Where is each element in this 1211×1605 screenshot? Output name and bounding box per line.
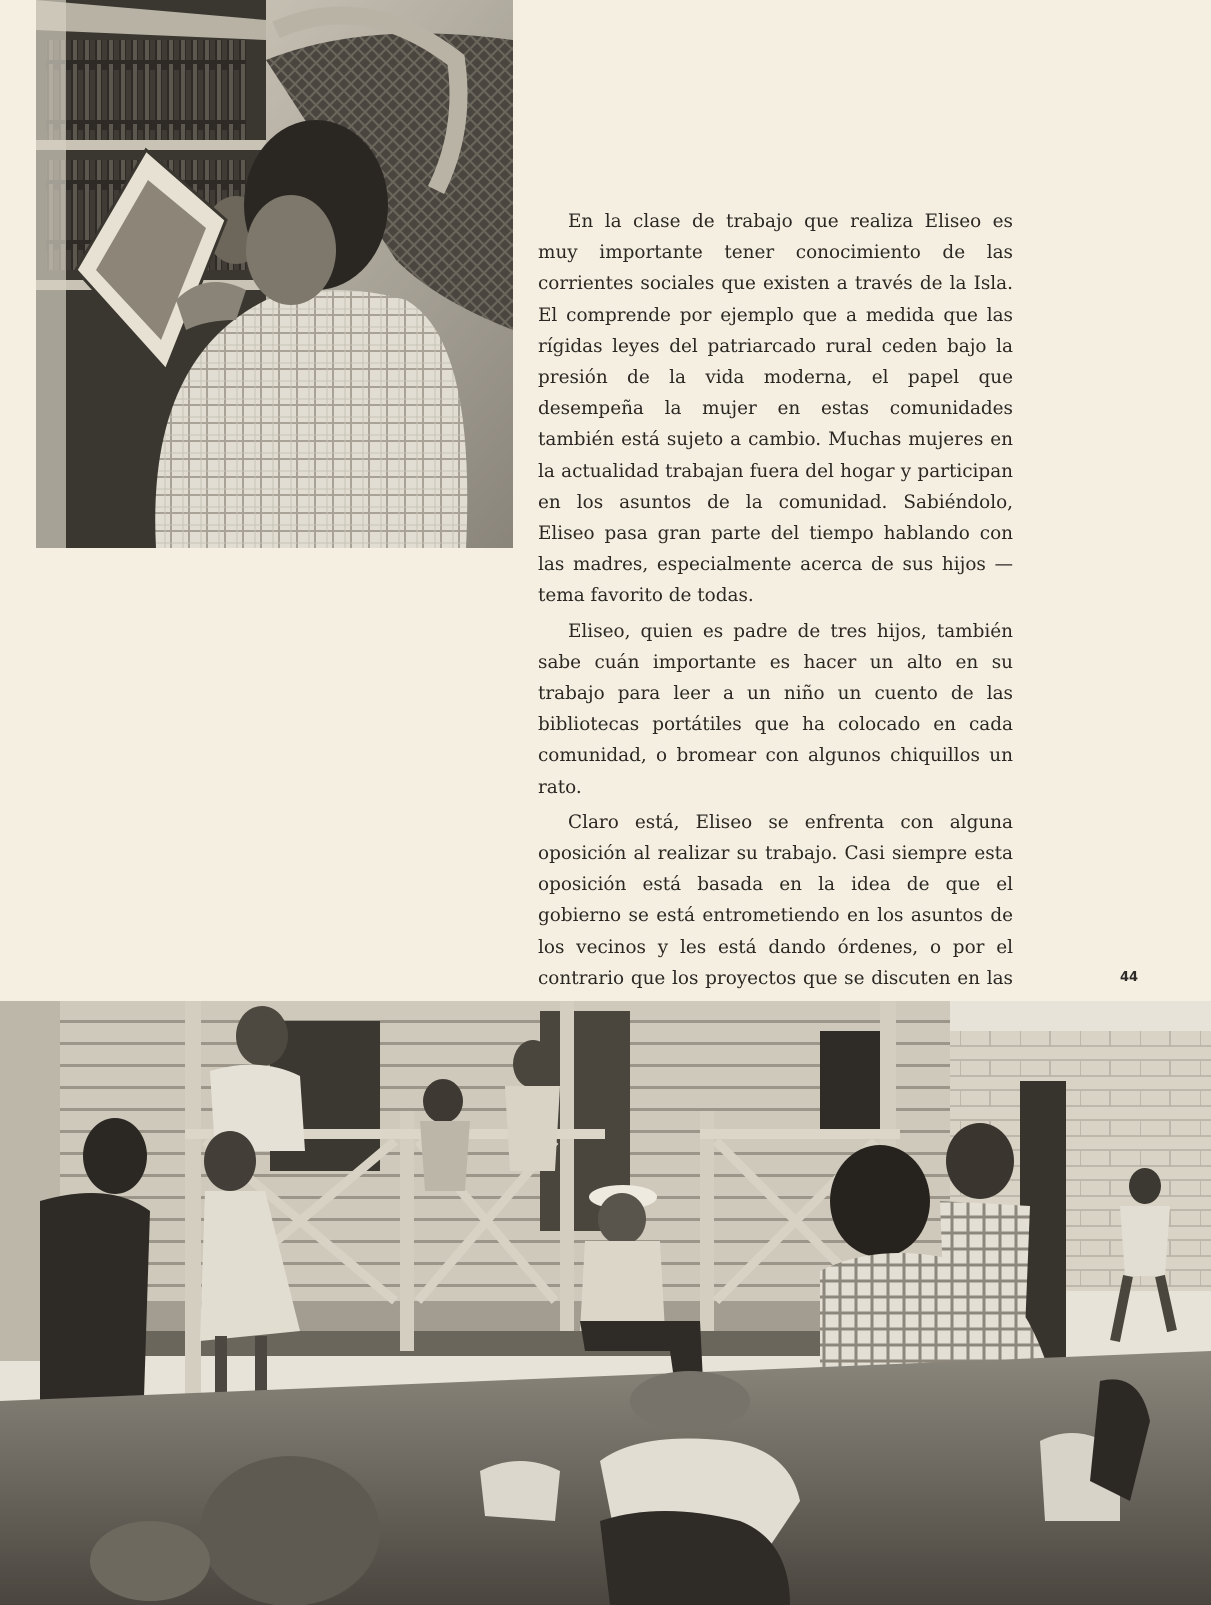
page-number: 44 [1120,970,1139,985]
article-paragraph: Eliseo, quien es padre de tres hijos, también sabe cuán importante es hacer un alto en su trabajo para leer a un niño un cuento de las bibliotecas portátiles que ha colocado en cada comunidad, o bromear con algunos chiquillos un rato. [538,620,1013,798]
article-body [538,206,1013,1092]
article-paragraph: Claro está, Eliseo se enfrenta con alguna oposición al realizar su trabajo. Casi siempre esta oposición está basada en la idea de que el gobierno se está entrometiendo en los asuntos de los vecinos y les está dando órdenes, o por el contrario que los proyectos que se discuten en las [538,811,1013,989]
photo-top-illustration [36,0,513,548]
photo-man-reading-to-child [36,0,513,548]
article-paragraph: En la clase de trabajo que realiza Eliseo es muy importante tener conocimiento de las corrientes sociales que existen a través de la Isla. El comprende por ejemplo que a medida que las rígidas leyes del patriarcado rural ceden bajo la presión de la vida moderna, el papel que desempeña la mujer en estas comunidades también está sujeto a cambio. Muchas mujeres en la actualidad trabajan fuera del hogar y participan en los asuntos de la comunidad. Sabiéndolo, Eliseo pasa gran parte del tiempo hablando con las madres, especialmente acerca de sus hijos — tema favorito de todas. [538,211,1013,607]
photo-bottom-illustration [0,1001,1211,1605]
photo-families-on-porch [0,1001,1211,1605]
